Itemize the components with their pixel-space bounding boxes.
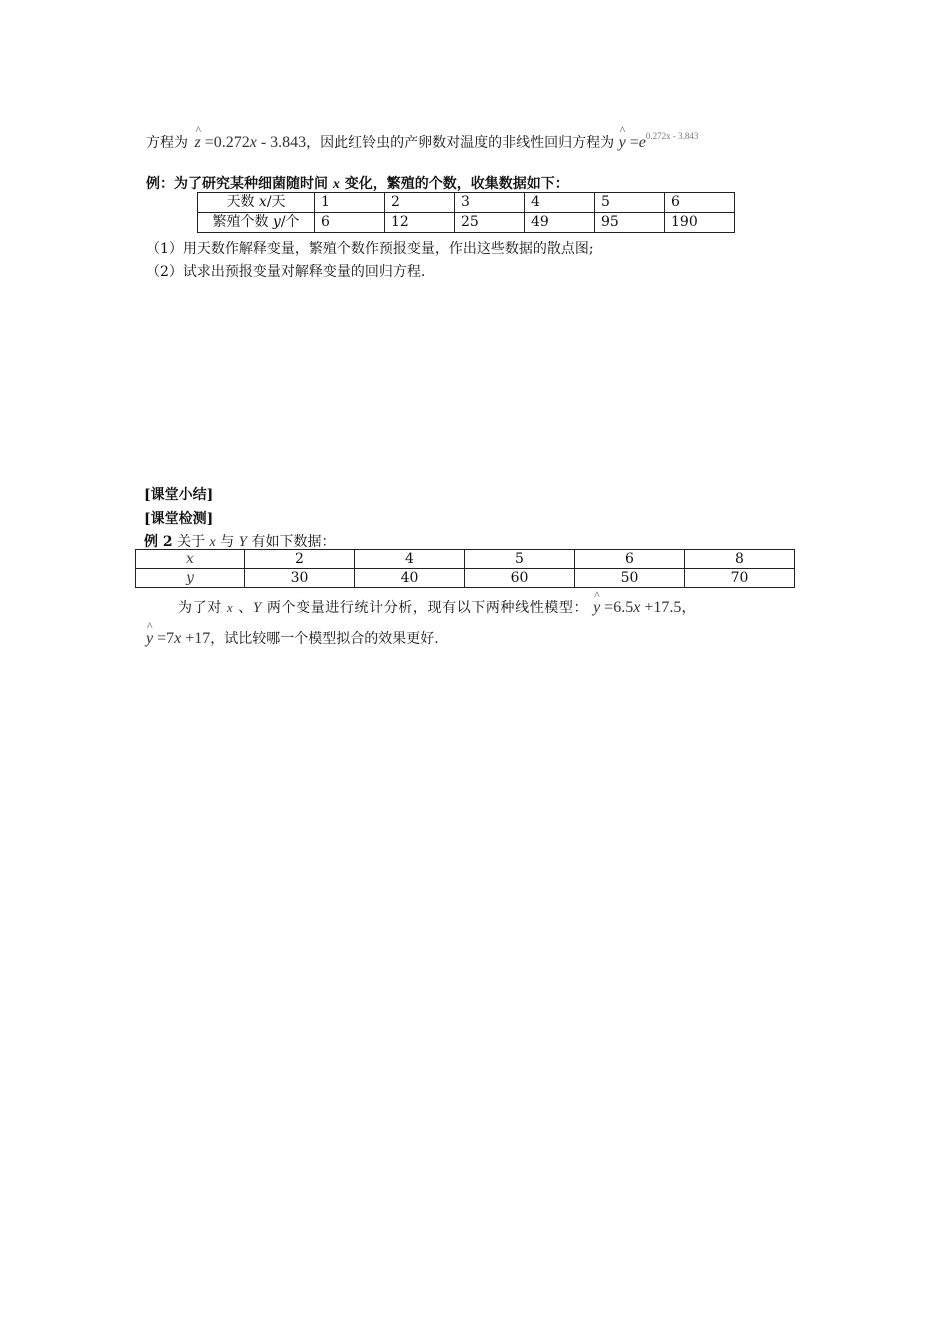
section-test-heading: [课堂检测]: [144, 511, 214, 527]
table-cell: 2: [385, 193, 455, 213]
table-cell: 70: [685, 569, 795, 588]
table-cell: 5: [465, 550, 575, 569]
table-row: [136, 550, 795, 569]
example2-title: 例 2 关于 x 与 Y 有如下数据：: [144, 534, 336, 550]
table-cell-label: 天数 x/天: [198, 193, 315, 213]
regression-sentence: [146, 131, 698, 152]
table-cell: 5: [595, 193, 665, 213]
table-cell: 95: [595, 213, 665, 233]
table-row: [136, 569, 795, 588]
example2-paragraph-line1: 为了对 x 、Y 两个变量进行统计分析，现有以下两种线性模型： ^ y =6.5x +17.5，: [178, 597, 696, 617]
model2-equation: ^ y =7x +17: [146, 630, 210, 647]
table-row: [198, 193, 735, 213]
table-cell: 3: [455, 193, 525, 213]
example2-paragraph-line2: ^ y =7x +17，试比较哪一个模型拟合的效果更好.: [146, 628, 439, 648]
model1-equation: ^ y =6.5x +17.5: [593, 599, 681, 616]
question-1: （1）用天数作解释变量，繁殖个数作预报变量，作出这些数据的散点图;: [146, 241, 594, 257]
table-cell: 6: [575, 550, 685, 569]
table-cell: 60: [465, 569, 575, 588]
table-cell: 8: [685, 550, 795, 569]
table-cell: 1: [315, 193, 385, 213]
table-cell: 12: [385, 213, 455, 233]
table-cell: 190: [665, 213, 735, 233]
bacteria-data-table: [197, 192, 735, 233]
table-cell: 30: [245, 569, 355, 588]
table-cell: 2: [245, 550, 355, 569]
table-cell-label: y: [136, 569, 245, 588]
text-fangchengwei: 方程为: [146, 135, 188, 151]
table-cell: 4: [355, 550, 465, 569]
table-cell: 4: [525, 193, 595, 213]
xy-data-table: [135, 549, 795, 588]
table-cell: 50: [575, 569, 685, 588]
example1-title: 例：为了研究某种细菌随时间 x 变化，繁殖的个数，收集数据如下：: [146, 176, 569, 192]
table-cell: 6: [665, 193, 735, 213]
table-cell: 25: [455, 213, 525, 233]
equation-y-exponential: ^ $y =e^{0.272x - 3.843}$: [619, 134, 699, 151]
table-cell: 40: [355, 569, 465, 588]
equation-z: ^ z =0.272x - 3.843: [194, 134, 306, 151]
table-cell-label: x: [136, 550, 245, 569]
table-row: [198, 213, 735, 233]
text-nonlinear-regression: ，因此红铃虫的产卵数对温度的非线性回归方程为: [306, 135, 615, 151]
question-2: （2）试求出预报变量对解释变量的回归方程.: [146, 264, 426, 280]
table-cell-label: 繁殖个数 y/个: [198, 213, 315, 233]
table-cell: 6: [315, 213, 385, 233]
section-summary-heading: [课堂小结]: [144, 487, 214, 503]
table-cell: 49: [525, 213, 595, 233]
